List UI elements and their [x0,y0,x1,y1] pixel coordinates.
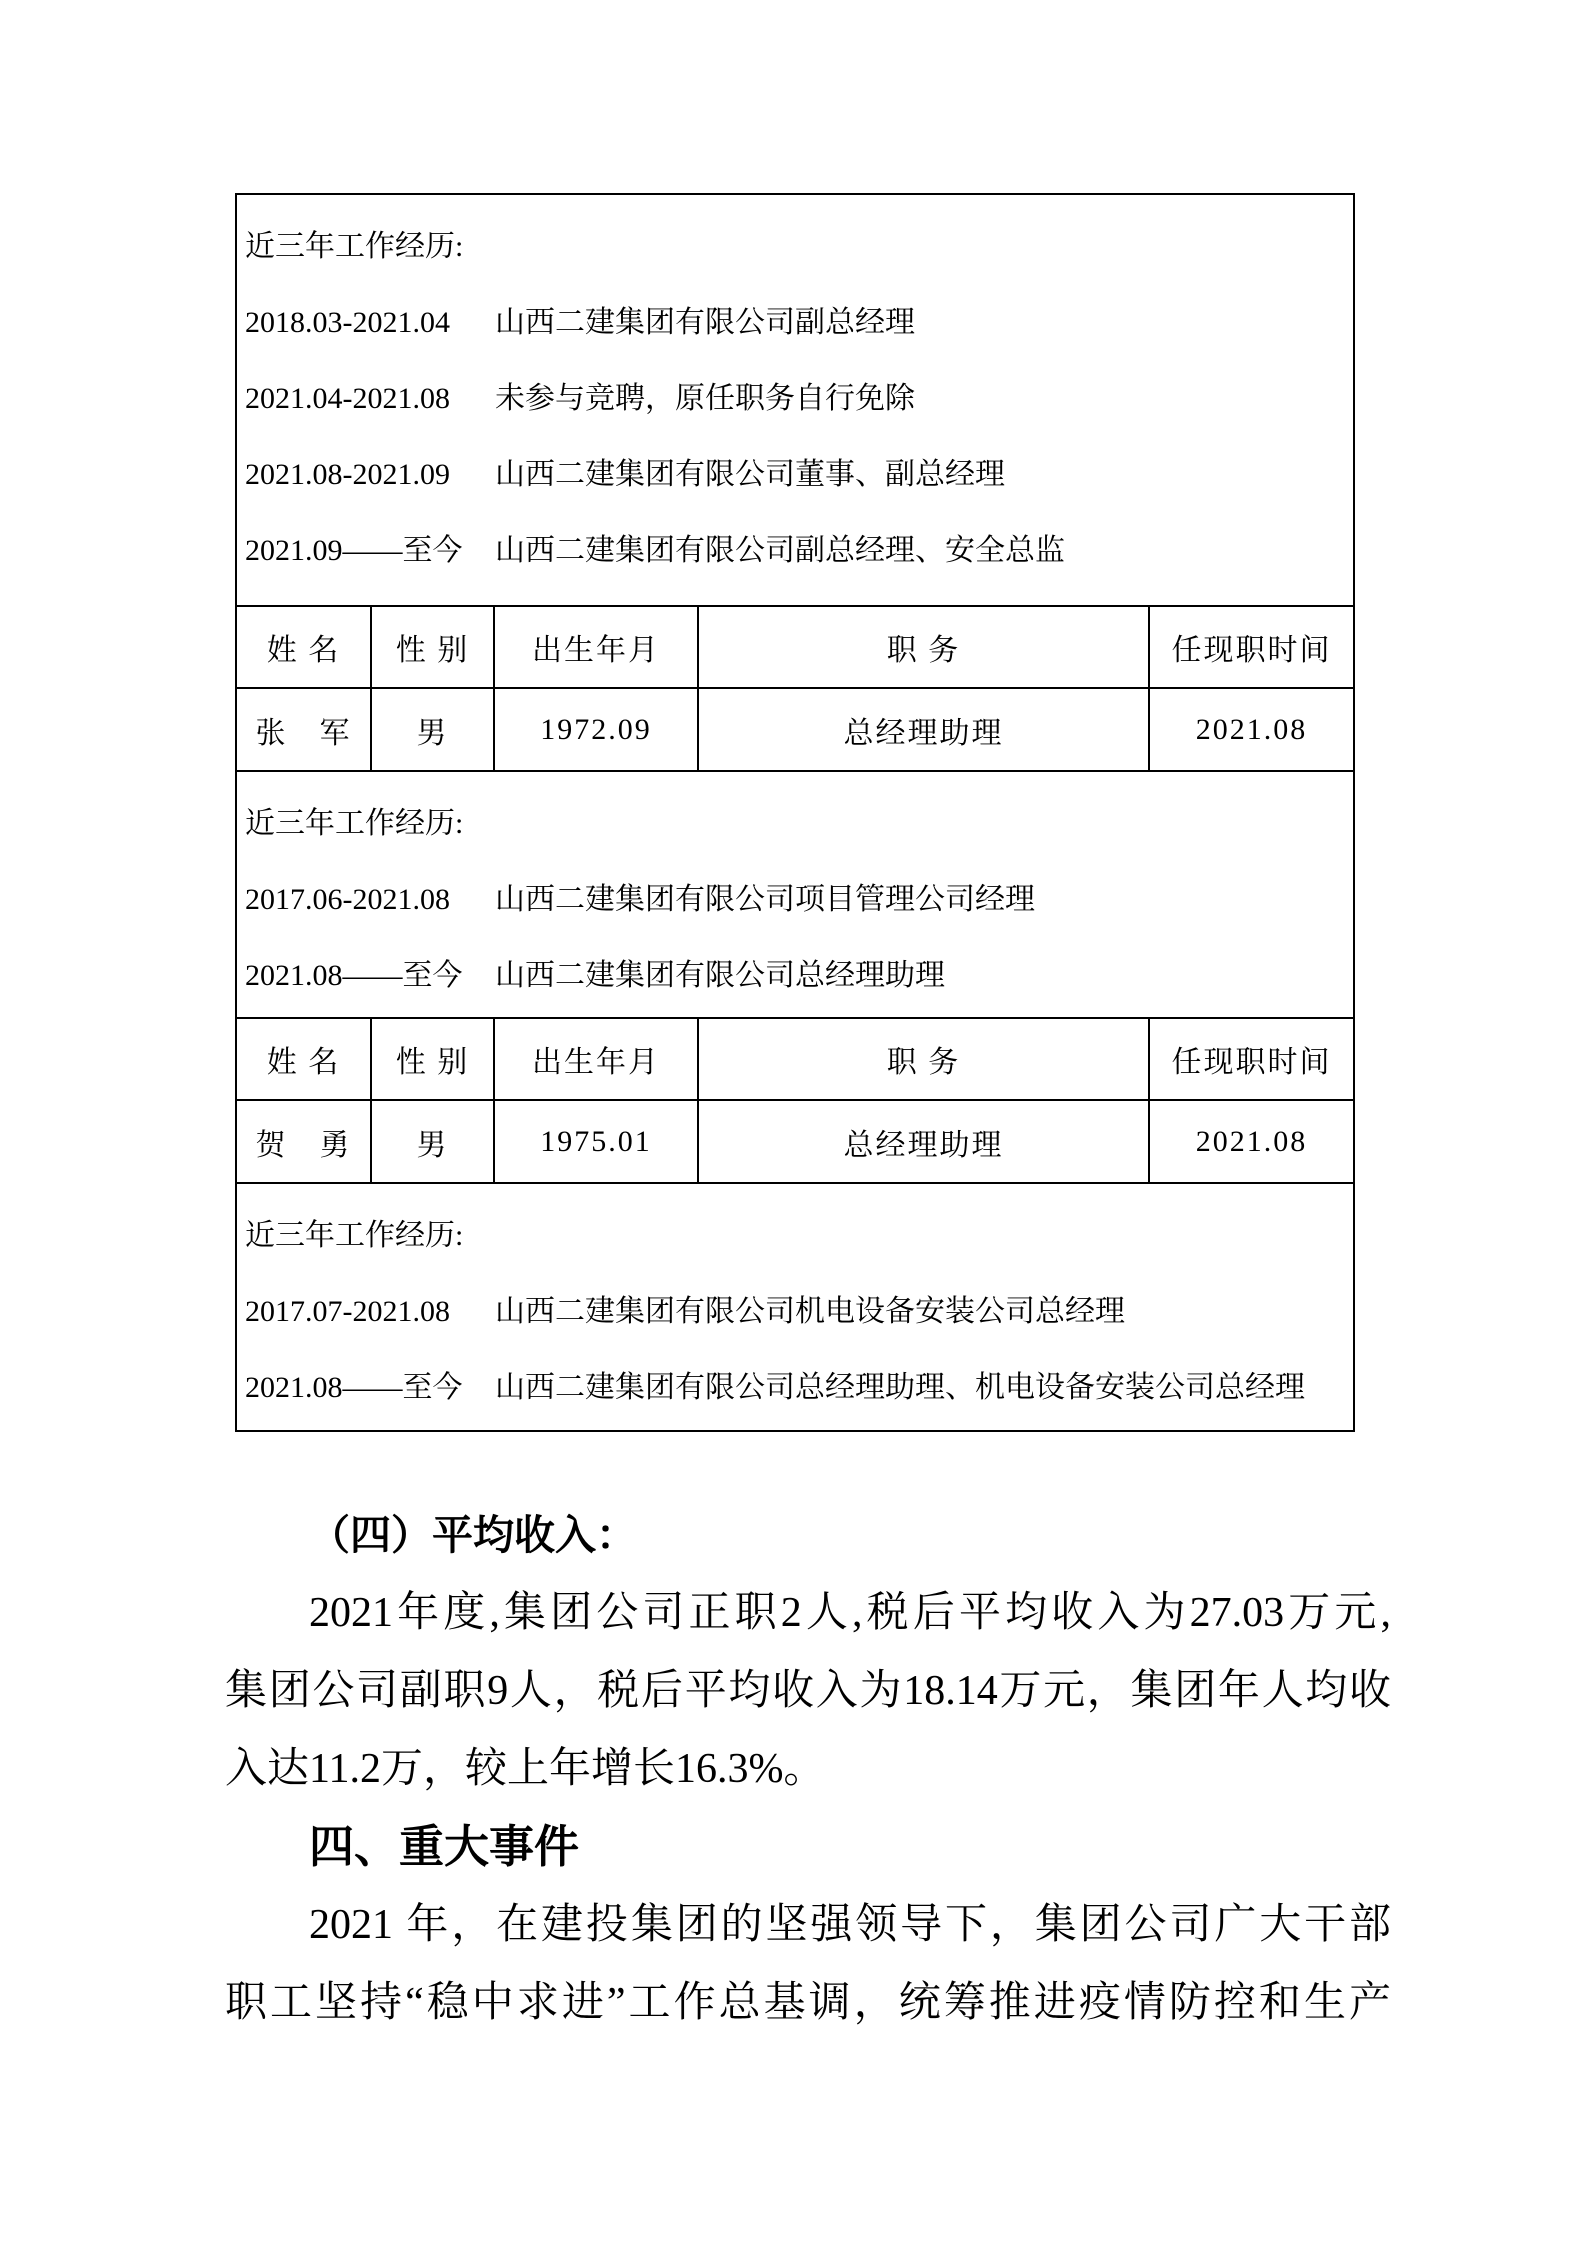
history-label: 近三年工作经历: [245,1219,464,1252]
entry-role: 山西二建集团有限公司机电设备安装公司总经理 [495,1295,1125,1328]
paragraph-line: 职工坚持“稳中求进”工作总基调，统筹推进疫情防控和生产 [225,1980,1391,2026]
table-row [236,194,1354,606]
person-since: 2021.08 [1149,1100,1354,1183]
paragraph-line: 入达11.2万，较上年增长16.3%。 [225,1746,826,1792]
entry-period: 2021.08——至今 [245,959,463,992]
history-label: 近三年工作经历: [245,230,464,263]
personnel-table [235,193,1355,1432]
header-cell-birth: 出生年月 [494,1018,698,1100]
section-heading-income: （四）平均收入： [309,1512,637,1558]
table-row-person [236,1100,1354,1183]
history-entry [245,285,1347,361]
entry-role: 山西二建集团有限公司副总经理、安全总监 [495,534,1065,567]
person-name: 贺 勇 [236,1100,371,1183]
entry-role: 山西二建集团有限公司副总经理 [495,306,915,339]
person-gender: 男 [371,688,494,771]
work-history-cell [236,1183,1354,1431]
paragraph-line: 2021年度,集团公司正职2人,税后平均收入为27.03万元, [309,1590,1391,1636]
entry-period: 2021.08——至今 [245,1371,463,1404]
person-name: 张 军 [236,688,371,771]
person-position: 总经理助理 [698,688,1149,771]
header-cell-position: 职 务 [698,606,1149,688]
entry-role: 山西二建集团有限公司项目管理公司经理 [495,883,1035,916]
history-entry [245,938,1347,1014]
entry-period: 2018.03-2021.04 [245,306,450,339]
table-header-row [236,1018,1354,1100]
entry-role: 山西二建集团有限公司董事、副总经理 [495,458,1005,491]
header-cell-gender: 性 别 [371,1018,494,1100]
history-entry [245,1274,1347,1350]
entry-period: 2021.04-2021.08 [245,382,450,415]
history-entry [245,1350,1347,1426]
entry-role: 山西二建集团有限公司总经理助理、机电设备安装公司总经理 [495,1371,1305,1404]
header-cell-tenure: 任现职时间 [1149,1018,1354,1100]
person-since: 2021.08 [1149,688,1354,771]
paragraph-line: 集团公司副职9人，税后平均收入为18.14万元，集团年人均收 [225,1668,1391,1714]
entry-period: 2017.06-2021.08 [245,883,450,916]
entry-period: 2017.07-2021.08 [245,1295,450,1328]
history-entry [245,437,1347,513]
entry-period: 2021.08-2021.09 [245,458,450,491]
work-history-cell [236,194,1354,606]
body-text [225,1496,1391,2042]
section-heading-events: 四、重大事件 [309,1821,580,1872]
history-entry [245,862,1347,938]
header-cell-name: 姓 名 [236,606,371,688]
header-cell-name: 姓 名 [236,1018,371,1100]
person-birth: 1975.01 [494,1100,698,1183]
table-header-row [236,606,1354,688]
history-entry [245,361,1347,437]
header-cell-tenure: 任现职时间 [1149,606,1354,688]
paragraph-line: 2021 年，在建投集团的坚强领导下，集团公司广大干部 [309,1902,1391,1948]
history-label: 近三年工作经历: [245,807,464,840]
entry-role: 未参与竞聘，原任职务自行免除 [495,382,915,415]
work-history-cell [236,771,1354,1018]
table-row [236,1183,1354,1431]
entry-period: 2021.09——至今 [245,534,463,567]
header-cell-gender: 性 别 [371,606,494,688]
history-entry [245,513,1347,589]
header-cell-position: 职 务 [698,1018,1149,1100]
table-row [236,771,1354,1018]
person-position: 总经理助理 [698,1100,1149,1183]
entry-role: 山西二建集团有限公司总经理助理 [495,959,945,992]
person-gender: 男 [371,1100,494,1183]
table-row-person [236,688,1354,771]
header-cell-birth: 出生年月 [494,606,698,688]
person-birth: 1972.09 [494,688,698,771]
